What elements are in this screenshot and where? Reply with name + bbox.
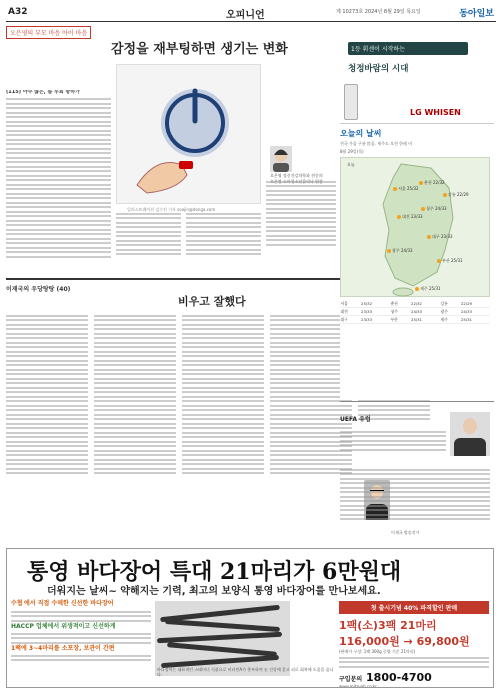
column-tag: 오은영의 부모 마음 아이 마음 xyxy=(6,26,91,39)
brand-logo: 동아일보 xyxy=(459,9,494,19)
price: 1팩(소)3팩 21마리 116,000원 → 69,800원 xyxy=(339,619,470,648)
text-lines xyxy=(6,98,111,258)
point-1-text: 에서 직접 수매한 신선한 바다장어 xyxy=(24,600,114,607)
sun-icon xyxy=(443,193,447,197)
ad-title: 통영 바다장어 특대 21마리가 6만원대 xyxy=(27,559,402,585)
city-jeju: 제주 25/31 xyxy=(415,286,441,292)
sun-icon xyxy=(387,249,391,253)
column-name: 이재국의 우당탕탕 (40) xyxy=(6,286,71,293)
ad-headline: 청정바람의 시대 xyxy=(348,64,409,74)
table-row: 대구 23/33 부산 25/31 제주 25/31 xyxy=(340,316,490,324)
article2-col-2 xyxy=(94,312,176,544)
table-row: 대전 23/33 청주 24/33 광주 24/33 xyxy=(340,308,490,316)
author-credit: 오은영 정신건강의학과 전문의 xyxy=(270,173,323,178)
weather-table xyxy=(340,300,490,324)
city-daejeon: 대전 23/33 xyxy=(397,214,423,220)
article-title: 감정을 재부팅하면 생기는 변화 xyxy=(111,42,288,57)
discount-badge: 첫 출시기념 40% 파격할인 판매 xyxy=(339,601,489,614)
point-1-label: 수협 xyxy=(11,600,23,607)
ad-price-panel xyxy=(339,601,489,688)
sun-icon xyxy=(415,287,419,291)
article-illustration xyxy=(116,64,261,212)
article2-col-1 xyxy=(6,312,88,544)
weather-section xyxy=(340,128,494,398)
power-brain-illustration xyxy=(117,65,260,203)
sidebar-text xyxy=(340,428,446,453)
city-chuncheon: 춘천 22/32 xyxy=(419,180,445,186)
eel-photo xyxy=(155,601,290,676)
city-daegu: 대구 23/33 xyxy=(427,234,453,240)
city-busan: 부산 25/31 xyxy=(437,258,463,264)
article-lead: (115) 아주 많은, 좀 후회 방하가 xyxy=(6,90,80,95)
article-col-2 xyxy=(116,210,181,270)
sidebar-heading: UEFA 유럽 xyxy=(340,416,371,423)
whisen-logo: LG WHISEN xyxy=(410,108,461,117)
weather-summary: 전국 가끔 구름 많음. 제주도 오전 한때 비 xyxy=(340,141,412,146)
ad-description: 바다장어는 대표적인 스태미너 식품으로 비타민A가 풍부하여 눈 건강에 좋고 피로 회복에 도움을 줍니다. xyxy=(157,667,334,678)
author-portrait xyxy=(270,146,292,172)
sidebar-column xyxy=(340,401,494,546)
article-col-1 xyxy=(6,90,111,270)
issue-meta: 제 10273호 2024년 8월 29일 목요일 xyxy=(336,9,421,15)
sun-icon xyxy=(427,235,431,239)
whisen-ad[interactable] xyxy=(340,26,494,124)
weather-date: 8월 29일(목) xyxy=(340,149,364,154)
point-2: HACCP 업체에서 위생적이고 신선하게 xyxy=(11,623,116,630)
sun-icon xyxy=(393,187,397,191)
purifier-product-image xyxy=(344,84,358,120)
section-title: 오피니언 xyxy=(226,10,265,21)
illustration-caption: 일러스트레이션 김수진 기자 soojin@donga.com xyxy=(127,207,216,212)
ad-slogan: 1등 휘센이 시작하는 xyxy=(348,42,468,55)
korea-map-shape xyxy=(341,158,491,298)
article-col-3 xyxy=(186,210,261,270)
city-gwangju: 광주 24/33 xyxy=(387,248,413,254)
article2-col-3 xyxy=(182,312,264,544)
price-note: (판매가 구성: 1팩 300g 중량 기준 21마리) xyxy=(339,649,416,654)
ad-points xyxy=(11,601,151,681)
city-seoul: 서울 25/32 xyxy=(393,186,419,192)
city-cheongju: 청주 24/33 xyxy=(421,206,447,212)
author-box xyxy=(270,146,330,176)
weather-title: 오늘의 날씨 xyxy=(340,129,382,138)
weather-map xyxy=(340,157,490,297)
article2-title: 비우고 잘했다 xyxy=(178,295,246,308)
order-url[interactable]: www.mitzvah.co.kr xyxy=(339,683,377,688)
map-label: 오늘 xyxy=(347,162,355,167)
sun-icon xyxy=(397,215,401,219)
page-header xyxy=(6,4,496,22)
table-row: 서울 25/32 춘천 22/32 강릉 22/29 xyxy=(340,300,490,308)
sun-icon xyxy=(419,181,423,185)
ad-subtitle: 더워지는 날씨~ 약해지는 기력, 최고의 보양식 통영 바다장어를 만나보세요. xyxy=(47,586,381,597)
page-number: A32 xyxy=(8,7,28,17)
city-gangneung: 강릉 22/29 xyxy=(443,192,469,198)
sidebar-portrait xyxy=(450,412,490,456)
right-column xyxy=(340,26,494,546)
sidebar-text-2 xyxy=(340,466,490,523)
article-col-4 xyxy=(266,178,336,270)
point-3: 1팩에 3~4마리를 소포장, 보관이 간편 xyxy=(11,645,115,652)
columnist-signature: 이재국 방송작가 xyxy=(391,530,420,535)
eel-advertisement[interactable] xyxy=(6,548,494,688)
sun-icon xyxy=(421,207,425,211)
sun-icon xyxy=(437,259,441,263)
order-phone[interactable]: 구입문의 1800-4700 xyxy=(339,670,432,684)
article-oh-eunyoung xyxy=(6,26,336,273)
